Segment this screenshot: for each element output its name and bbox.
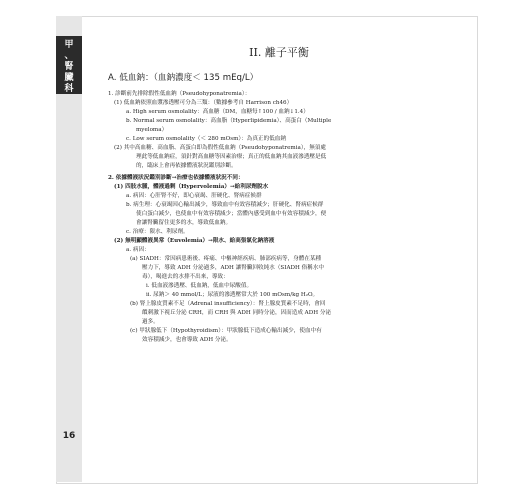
text-line: 1. 診斷前先排除假性低血鈉（Pseudohyponatremia）： bbox=[108, 91, 251, 97]
body-text bbox=[96, 90, 462, 345]
text-line: c. 治療：限水、利尿劑。 bbox=[126, 229, 189, 235]
text-line: a. 病因：心肝腎不好，即心衰竭、肝硬化、腎病症候群 bbox=[126, 193, 262, 199]
text-line: 會讓腎臟留住更多的水，導致低血鈉。 bbox=[136, 220, 232, 226]
text-line: 2. 依據體液狀況鑑別診斷→治療也依據體液狀況不同： bbox=[108, 175, 244, 181]
text-line: c. Low serum osmolality（＜ 280 mOsm）：為真正的低血鈉 bbox=[126, 136, 286, 142]
chapter-tab-label: 甲、腎臟科 bbox=[64, 40, 74, 94]
chapter-tab bbox=[56, 36, 82, 94]
text-line: ii. 尿鈉＞ 40 mmol/L；尿液的滲透壓常大於 100 mOsm/kg H₂O。 bbox=[146, 292, 319, 298]
text-line: b. 病生理：心衰竭因心輸出減少，導致血中有效容積減少；肝硬化、腎病症候群 bbox=[126, 202, 324, 208]
page-content bbox=[96, 28, 462, 345]
text-line: (1) 四肢水腫，體液過剩（Hypervolemia）→給利尿劑脫水 bbox=[114, 184, 269, 190]
text-line: a. High serum osmolality：高血糖（DM，血糖每↑100 / 血鈉↓1.4） bbox=[126, 109, 309, 115]
text-line: 過多。 bbox=[142, 319, 159, 325]
text-line: 的，臨床上會再依據體液狀況鑑別診斷。 bbox=[136, 163, 237, 169]
text-line: (c) 甲狀腺低下（Hypothyroidism）：甲狀腺低下造成心輸出減少，使血中有 bbox=[130, 328, 322, 334]
text-line: 理此等低血鈉症，須針對高血糖等因素治療；真正的低血鈉其血液滲透壓是低 bbox=[136, 154, 327, 160]
text-line: a. 病因： bbox=[126, 247, 150, 253]
text-line: (a) SIADH：常因病患術後、疼痛、中樞神經疾病、肺部疾病等，身體在某種 bbox=[130, 256, 322, 262]
text-line: 饋刺激下視丘分泌 CRH，而 CRH 與 ADH 同時分泌，因而造成 ADH 分泌 bbox=[142, 310, 332, 316]
section-heading: A. 低血鈉：（血鈉濃度＜ 135 mEq/L） bbox=[108, 73, 259, 83]
text-line: (b) 腎上腺皮質素不足（Adrenal insufficiency）：腎上腺皮質素不足時，會回 bbox=[130, 301, 326, 307]
text-line: b. Normal serum osmolality：高血脂（Hyperlipidemia）、高蛋白（Multiple bbox=[126, 118, 332, 124]
text-line: (1) 低血鈉依照血漿滲透壓可分為三類：（數據參考自 Harrison ch46） bbox=[114, 100, 293, 106]
text-line: 使白蛋白減少，也使血中有效容積減少；當體內感受到血中有效容積減少，便 bbox=[136, 211, 327, 217]
text-line: (2) 其中高血糖、高血脂、高蛋白即為假性低血鈉（Pseudohyponatremia），無須處 bbox=[114, 145, 326, 151]
text-line: 壓力下，導致 ADH 分泌過多，ADH 讓腎臟回收純水（SIADH 俗稱水中 bbox=[142, 265, 325, 271]
page-number: 16 bbox=[62, 431, 76, 441]
text-line: (2) 無明顯體液異常（Euvolemia）→限水、給高張氯化鈉溶液 bbox=[114, 238, 275, 244]
chapter-title: II. 離子平衡 bbox=[249, 46, 309, 59]
text-line: 毒），喝進去的水排不出來，導致： bbox=[142, 274, 229, 280]
text-line: myeloma） bbox=[136, 127, 168, 133]
text-line: i. 低血液滲透壓、低血鈉，低血中尿酸值。 bbox=[146, 283, 253, 289]
text-line: 效容積減少，也會導致 ADH 分泌。 bbox=[142, 337, 232, 343]
